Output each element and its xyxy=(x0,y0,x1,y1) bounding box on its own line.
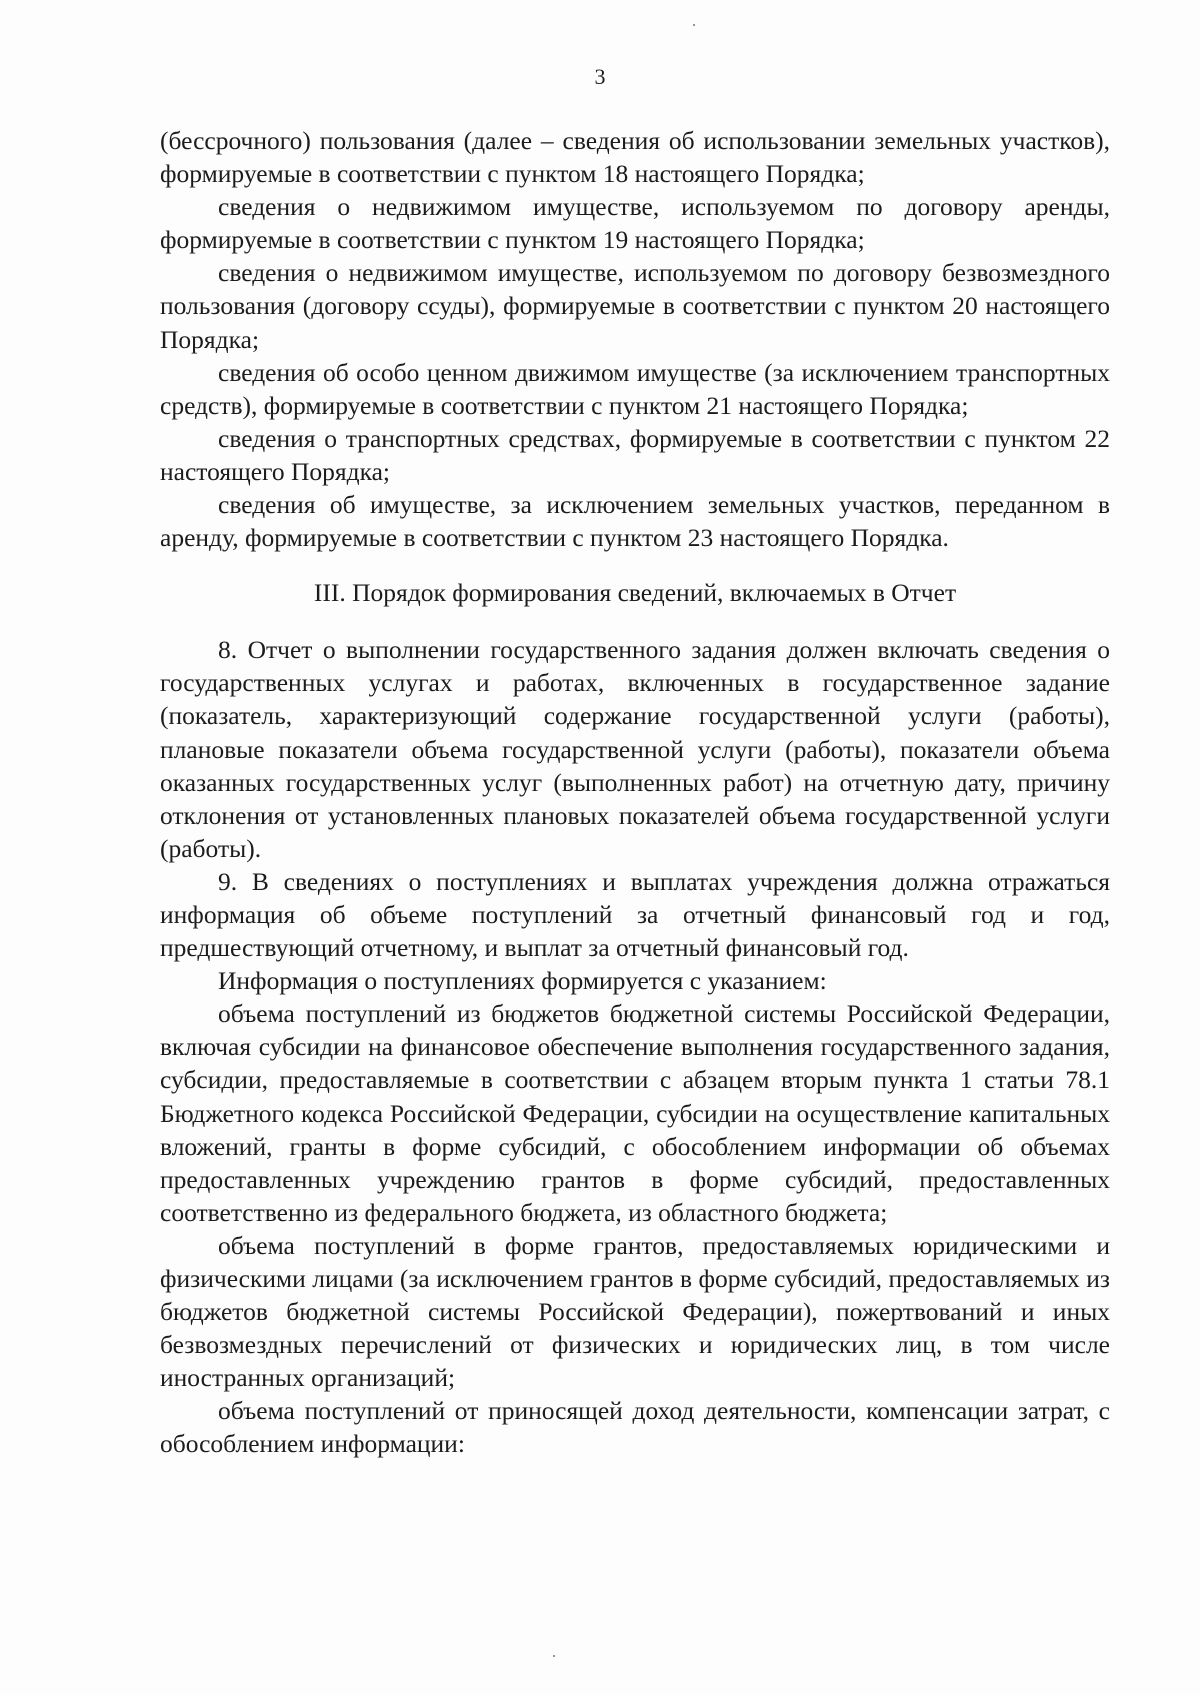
scan-speck xyxy=(693,24,695,26)
paragraph: Информация о поступлениях формируется с указанием: xyxy=(218,966,827,996)
paragraphs-after-heading xyxy=(160,633,1110,1460)
paragraph: сведения о недвижимом имуществе, используемом по договору безвозмездного пользования (договору ссуды), формируемые в соответствии с пунктом 20 настоящего Порядка; xyxy=(160,258,1110,354)
paragraph: объема поступлений в форме грантов, предоставляемых юридическими и физическими лицами (за исключением грантов в форме субсидий, предоставляемых из бюджетов бюджетной системы Российской Федерации), пожертвований и иных безвозмездных перечислений от физических и юридических лиц, в том числе иностранных организаций; xyxy=(160,1230,1110,1393)
section-heading: III. Порядок формирования сведений, включаемых в Отчет xyxy=(313,578,957,608)
paragraph: сведения об имуществе, за исключением земельных участков, переданном в аренду, формируемые в соответствии с пунктом 23 настоящего Порядка. xyxy=(160,490,1110,553)
paragraphs-before-heading xyxy=(160,124,1110,554)
document-body xyxy=(160,124,1110,1461)
page-number: 3 xyxy=(594,64,606,89)
paragraph: сведения о транспортных средствах, формируемые в соответствии с пунктом 22 настоящего Порядка; xyxy=(160,423,1110,486)
paragraph: сведения об особо ценном движимом имуществе (за исключением транспортных средств), формируемые в соответствии с пунктом 21 настоящего Порядка; xyxy=(160,357,1110,420)
paragraph: сведения о недвижимом имуществе, используемом по договору аренды, формируемые в соответствии с пунктом 19 настоящего Порядка; xyxy=(160,192,1110,255)
paragraph: объема поступлений из бюджетов бюджетной системы Российской Федерации, включая субсидии на финансовое обеспечение выполнения государственного задания, субсидии, предоставляемые в соответствии с абзацем вторым пункта 1 статьи 78.1 Бюджетного кодекса Российской Федерации, субсидии на осуществление капитальных вложений, гранты в форме субсидий, с обособлением информации об объемах предоставленных учреждению грантов в форме субсидий, предоставленных соответственно из федерального бюджета, из областного бюджета; xyxy=(160,999,1110,1227)
paragraph: 8. Отчет о выполнении государственного задания должен включать сведения о государственных услугах и работах, включенных в государственное задание (показатель, характеризующий содержание государственной услуги (работы), плановые показатели объема государственной услуги (работы), показатели объема оказанных государственных услуг (выполненных работ) на отчетную дату, причину отклонения от установленных плановых показателей объема государственной услуги (работы). xyxy=(160,635,1110,863)
paragraph: (бессрочного) пользования (далее – сведения об использовании земельных участков), формируемые в соответствии с пунктом 18 настоящего Порядка; xyxy=(160,126,1110,189)
paragraph: 9. В сведениях о поступлениях и выплатах учреждения должна отражаться информация об объеме поступлений за отчетный финансовый год и год, предшествующий отчетному, и выплат за отчетный финансовый год. xyxy=(160,866,1110,963)
scan-speck xyxy=(553,1655,555,1657)
paragraph: объема поступлений от приносящей доход деятельности, компенсации затрат, с обособлением информации: xyxy=(160,1396,1110,1459)
